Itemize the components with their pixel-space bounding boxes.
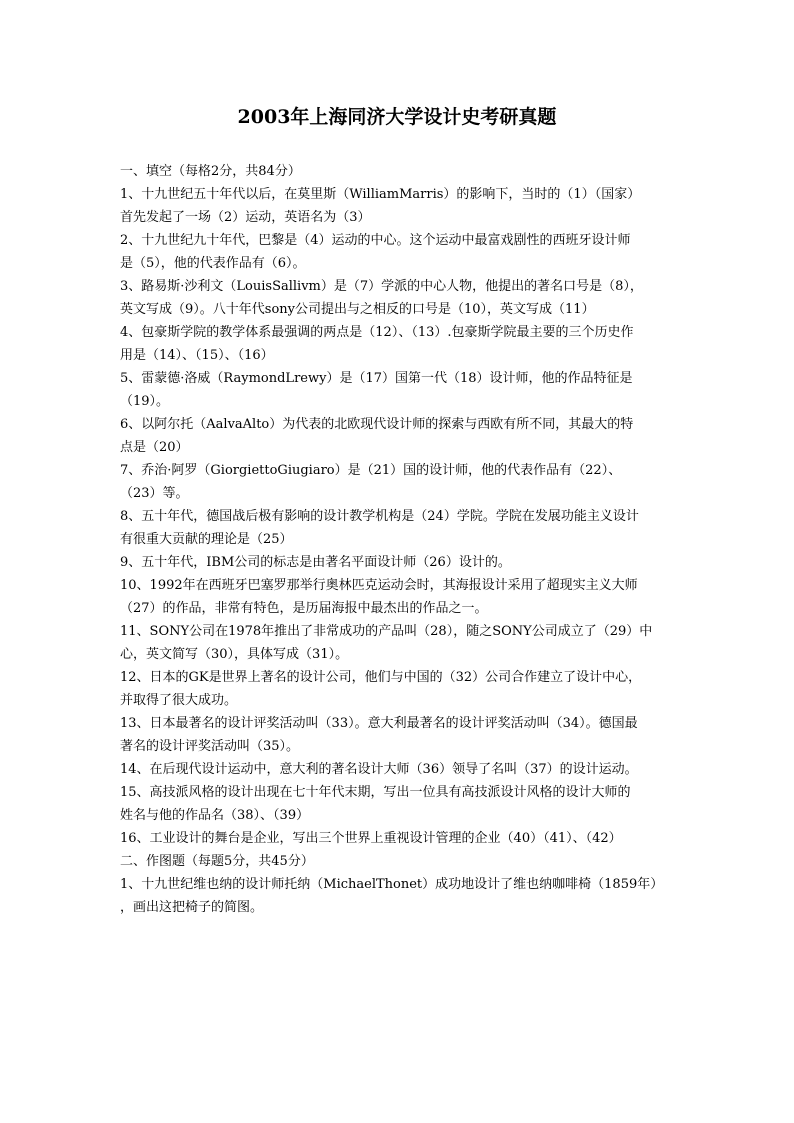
text-line: 一、填空（每格2分，共84分） (120, 164, 301, 179)
text-line: 二、作图题（每题5分，共45分） (120, 854, 314, 869)
text-line: 点是（20） (120, 440, 189, 455)
text-line: 用是（14）、（15）、（16） (120, 348, 274, 363)
text-line: 心，英文简写（30），具体写成（31）。 (120, 647, 349, 662)
text-line: 16、工业设计的舞台是企业，写出三个世界上重视设计管理的企业（40）（41）、（42） (120, 831, 622, 846)
text-line: 9、五十年代，IBM公司的标志是由著名平面设计师（26）设计的。 (120, 555, 511, 570)
text-line: 5、雷蒙德·洛威（RaymondLrewy）是（17）国第一代（18）设计师，他的作品特征是 (120, 371, 633, 386)
text-line: 13、日本最著名的设计评奖活动叫（33）。意大利最著名的设计评奖活动叫（34）。德国最 (120, 716, 638, 731)
document-body (120, 160, 680, 919)
text-line: 15、高技派风格的设计出现在七十年代末期，写出一位具有高技派设计风格的设计大师的 (120, 785, 631, 800)
text-line: 7、乔治·阿罗（GiorgiettoGiugiaro）是（21）国的设计师，他的代表作品有（22）、 (120, 463, 622, 478)
document-title: 2003年上海同济大学设计史考研真题 (237, 106, 557, 128)
text-line: 是（5），他的代表作品有（6）。 (120, 256, 306, 271)
text-line: 4、包豪斯学院的教学体系最强调的两点是（12）、（13）.包豪斯学院最主要的三个历史作 (120, 325, 634, 340)
text-line: 11、SONY公司在1978年推出了非常成功的产品叫（28），随之SONY公司成立了（29）中 (120, 624, 653, 639)
text-line: 著名的设计评奖活动叫（35）。 (120, 739, 300, 754)
text-line: 英文写成（9）。八十年代sony公司提出与之相反的口号是（10），英文写成（11） (120, 302, 595, 317)
text-line: 姓名与他的作品名（38）、（39） (120, 808, 310, 823)
text-line: 10、1992年在西班牙巴塞罗那举行奥林匹克运动会时，其海报设计采用了超现实主义大师 (120, 578, 638, 593)
text-line: （19）。 (120, 394, 170, 409)
text-line: 2、十九世纪九十年代，巴黎是（4）运动的中心。这个运动中最富戏剧性的西班牙设计师 (120, 233, 631, 248)
text-line: 首先发起了一场（2）运动，英语名为（3） (120, 210, 371, 225)
text-line: 并取得了很大成功。 (120, 693, 238, 708)
text-line: 12、日本的GK是世界上著名的设计公司，他们与中国的（32）公司合作建立了设计中心， (120, 670, 642, 685)
text-line: 1、十九世纪维也纳的设计师托纳（MichaelThonet）成功地设计了维也纳咖啡椅（1859年） (120, 877, 664, 892)
text-line: ，画出这把椅子的简图。 (120, 900, 264, 915)
text-line: 1、十九世纪五十年代以后，在莫里斯（WilliamMarris）的影响下，当时的（1）（国家） (120, 187, 641, 202)
text-line: 有很重大贡献的理论是（25） (120, 532, 293, 547)
text-line: 14、在后现代设计运动中，意大利的著名设计大师（36）领导了名叫（37）的设计运动。 (120, 762, 638, 777)
text-line: （27）的作品，非常有特色，是历届海报中最杰出的作品之一。 (120, 601, 488, 616)
text-line: 3、路易斯·沙利文（LouisSallivm）是（7）学派的中心人物，他提出的著名口号是（8）， (120, 279, 643, 294)
text-line: 8、五十年代，德国战后极有影响的设计教学机构是（24）学院。学院在发展功能主义设计 (120, 509, 639, 524)
text-line: （23）等。 (120, 486, 189, 501)
text-line: 6、以阿尔托（AalvaAlto）为代表的北欧现代设计师的探索与西欧有所不同，其最大的特 (120, 417, 634, 432)
